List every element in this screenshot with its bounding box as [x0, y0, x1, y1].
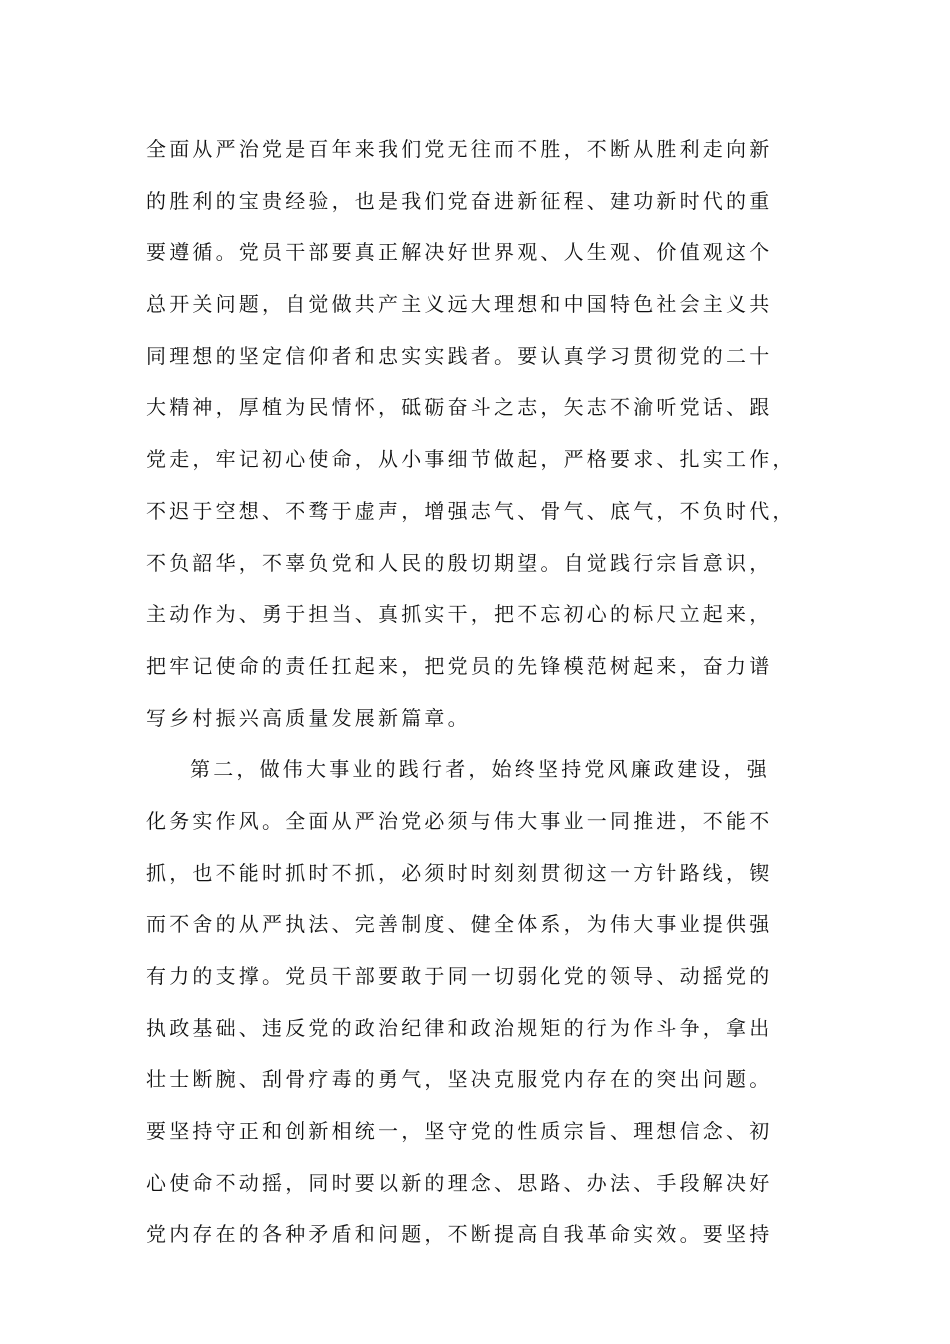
text-line: 不负韶华，不辜负党和人民的殷切期望。自觉践行宗旨意识， [146, 550, 773, 575]
text-line: 大精神，厚植为民情怀，砥砺奋斗之志，矢志不渝听党话、跟 [146, 395, 773, 420]
text-line: 要遵循。党员干部要真正解决好世界观、人生观、价值观这个 [146, 240, 773, 265]
text-line: 主动作为、勇于担当、真抓实干，把不忘初心的标尺立起来， [146, 602, 773, 627]
text-line: 党内存在的各种矛盾和问题，不断提高自我革命实效。要坚持 [146, 1222, 773, 1247]
text-line: 把牢记使命的责任扛起来，把党员的先锋模范树起来，奋力谱 [146, 653, 773, 678]
text-line: 要坚持守正和创新相统一，坚守党的性质宗旨、理想信念、初 [146, 1119, 773, 1144]
text-line: 化务实作风。全面从严治党必须与伟大事业一同推进，不能不 [146, 808, 773, 833]
text-line: 有力的支撑。党员干部要敢于同一切弱化党的领导、动摇党的 [146, 964, 773, 988]
text-line: 党走，牢记初心使命，从小事细节做起，严格要求、扎实工作， [146, 447, 796, 472]
text-line: 全面从严治党是百年来我们党无往而不胜，不断从胜利走向新 [146, 137, 773, 161]
paragraph-start-line: 第二，做伟大事业的践行者，始终坚持党风廉政建设，强 [190, 757, 770, 782]
text-line: 心使命不动摇，同时要以新的理念、思路、办法、手段解决好 [146, 1170, 773, 1195]
text-line: 执政基础、违反党的政治纪律和政治规矩的行为作斗争，拿出 [146, 1015, 773, 1040]
text-line: 写乡村振兴高质量发展新篇章。 [146, 705, 471, 730]
text-line: 的胜利的宝贵经验，也是我们党奋进新征程、建功新时代的重 [146, 188, 773, 213]
text-line: 抓，也不能时抓时不抓，必须时时刻刻贯彻这一方针路线，锲 [146, 860, 773, 885]
text-line: 壮士断腕、刮骨疗毒的勇气，坚决克服党内存在的突出问题。 [146, 1067, 773, 1092]
text-line: 而不舍的从严执法、完善制度、健全体系，为伟大事业提供强 [146, 912, 773, 937]
text-line: 不迟于空想、不骛于虚声，增强志气、骨气、底气，不负时代， [146, 498, 796, 523]
text-line: 总开关问题，自觉做共产主义远大理想和中国特色社会主义共 [146, 292, 773, 317]
text-line: 同理想的坚定信仰者和忠实实践者。要认真学习贯彻党的二十 [146, 343, 773, 368]
body-text [146, 124, 806, 1261]
